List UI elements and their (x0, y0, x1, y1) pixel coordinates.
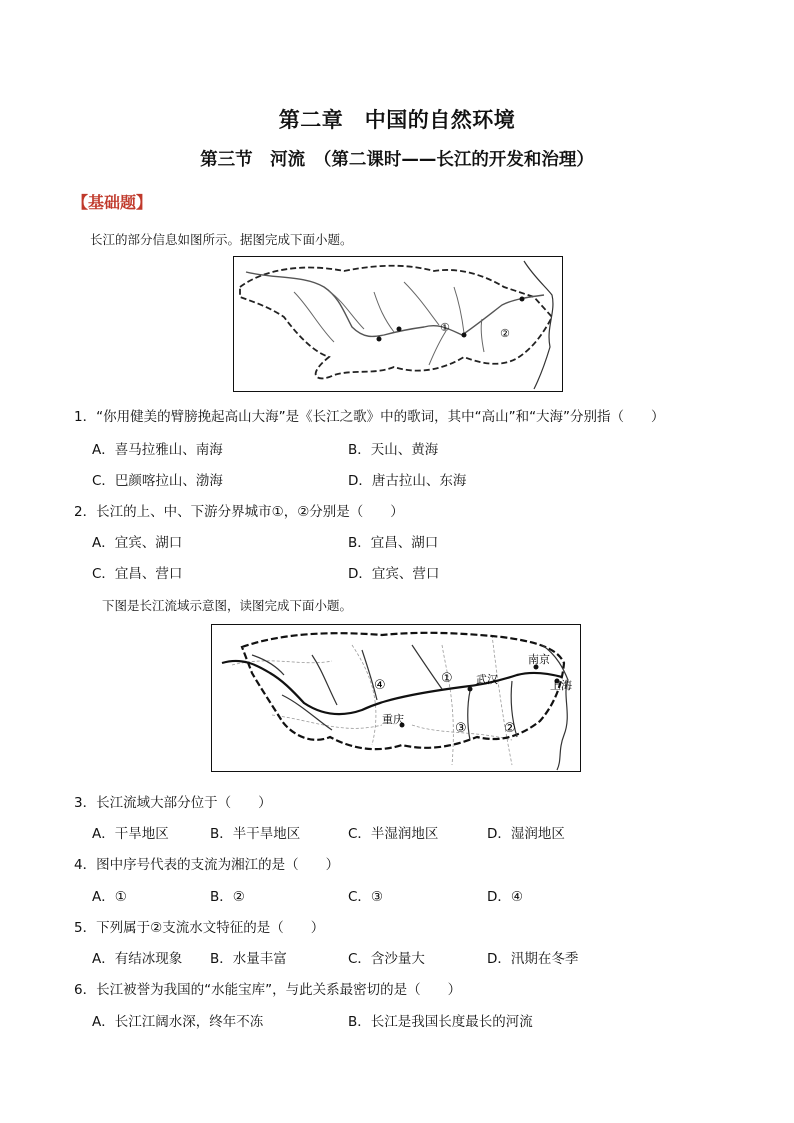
page-subtitle: 第三节 河流 （第二课时——长江的开发和治理） (200, 150, 594, 170)
map2-city-shanghai: 上海 (550, 679, 572, 692)
question-6-stem: 6．长江被誉为我国的“水能宝库”，与此关系最密切的是（ ） (74, 982, 462, 998)
map2-mark-4: ④ (374, 678, 386, 693)
question-1-option-b[interactable]: B．天山、黄海 (348, 442, 439, 458)
question-2-option-a[interactable]: A．宜宾、湖口 (92, 535, 183, 551)
question-1-stem: 1．“你用健美的臂膀挽起高山大海”是《长江之歌》中的歌词，其中“高山”和“大海”分别指（ ） (74, 409, 665, 425)
map1-mark-2: ② (500, 327, 510, 340)
question-1-option-a[interactable]: A．喜马拉雅山、南海 (92, 442, 223, 458)
question-3-option-a[interactable]: A．干旱地区 (92, 826, 169, 842)
question-4-option-c[interactable]: C．③ (348, 889, 384, 905)
intro-text-1: 长江的部分信息如图所示。据图完成下面小题。 (90, 232, 353, 247)
question-2-stem: 2．长江的上、中、下游分界城市①，②分别是（ ） (74, 504, 404, 520)
question-4-option-a[interactable]: A．① (92, 889, 127, 905)
question-6-option-a[interactable]: A．长江江阔水深，终年不冻 (92, 1014, 264, 1030)
map2-mark-3: ③ (455, 721, 467, 736)
intro-text-2: 下图是长江流域示意图，读图完成下面小题。 (102, 598, 353, 613)
question-3-option-d[interactable]: D．湿润地区 (487, 826, 565, 842)
question-1-option-d[interactable]: D．唐古拉山、东海 (348, 473, 467, 489)
question-2-option-b[interactable]: B．宜昌、湖口 (348, 535, 439, 551)
yangtze-map-1 (233, 256, 563, 392)
map2-city-nanjing: 南京 (528, 653, 550, 666)
question-5-option-c[interactable]: C．含沙量大 (348, 951, 425, 967)
map2-mark-2: ② (504, 721, 516, 736)
question-3-option-b[interactable]: B．半干旱地区 (210, 826, 301, 842)
question-6-option-b[interactable]: B．长江是我国长度最长的河流 (348, 1014, 533, 1030)
question-5-option-d[interactable]: D．汛期在冬季 (487, 951, 579, 967)
question-2-option-d[interactable]: D．宜宾、营口 (348, 566, 440, 582)
map2-city-chongqing: 重庆 (382, 713, 404, 726)
question-5-option-b[interactable]: B．水量丰富 (210, 951, 287, 967)
yangtze-map-2 (211, 624, 581, 772)
map1-mark-1: ① (440, 321, 450, 334)
map2-mark-1: ① (441, 671, 453, 686)
question-3-stem: 3．长江流域大部分位于（ ） (74, 795, 272, 811)
section-heading: 【基础题】 (72, 193, 153, 212)
question-1-option-c[interactable]: C．巴颜喀拉山、渤海 (92, 473, 223, 489)
page-title: 第二章 中国的自然环境 (278, 108, 516, 132)
question-4-option-b[interactable]: B．② (210, 889, 245, 905)
question-5-option-a[interactable]: A．有结冰现象 (92, 951, 183, 967)
question-4-option-d[interactable]: D．④ (487, 889, 523, 905)
question-4-stem: 4．图中序号代表的支流为湘江的是（ ） (74, 857, 340, 873)
question-5-stem: 5．下列属于②支流水文特征的是（ ） (74, 920, 325, 936)
question-2-option-c[interactable]: C．宜昌、营口 (92, 566, 183, 582)
map2-city-wuhan: 武汉 (476, 673, 498, 686)
question-3-option-c[interactable]: C．半湿润地区 (348, 826, 439, 842)
